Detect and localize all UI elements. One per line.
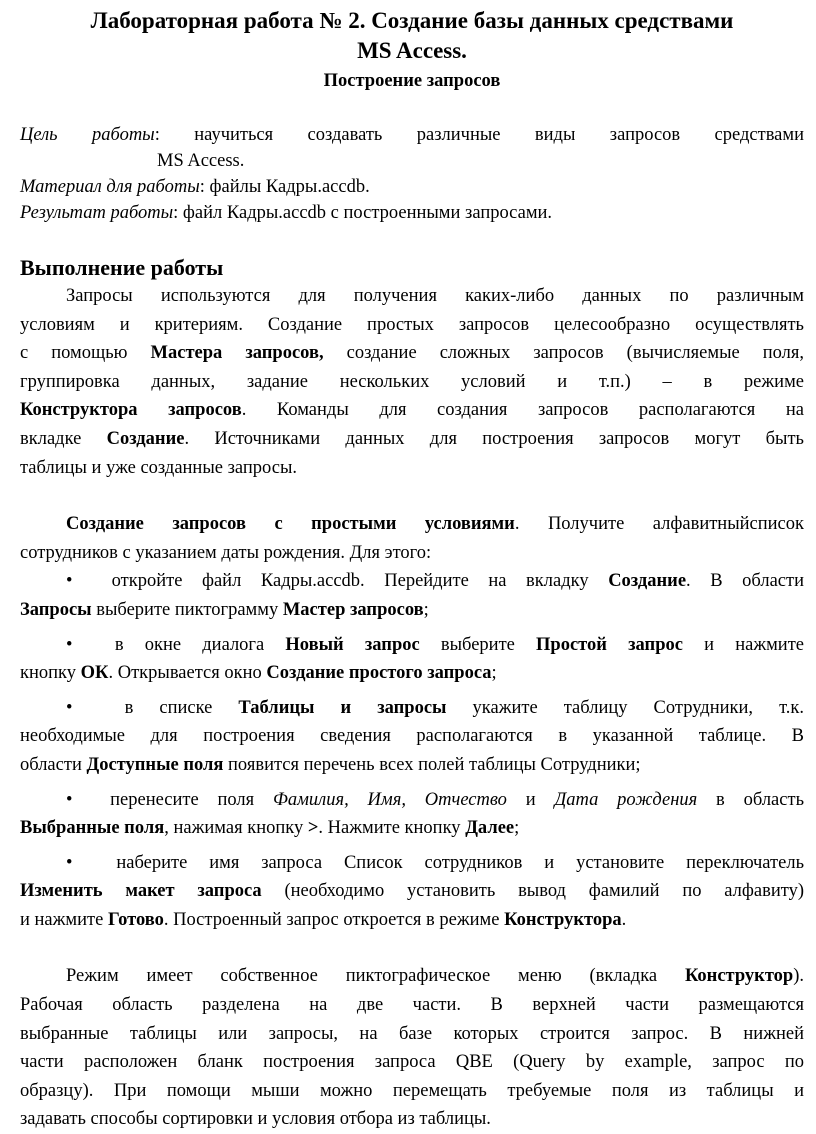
- bullet-3-line-1: [20, 694, 804, 723]
- goal-text-1: : научиться создавать различные виды запросов средствами: [154, 125, 804, 145]
- goal-first-line: [20, 122, 804, 148]
- b4-e: в область: [697, 789, 805, 810]
- result-line: [20, 200, 804, 226]
- b3-a: в списке: [124, 697, 239, 718]
- spacer: [20, 934, 804, 962]
- spacer: [20, 482, 804, 510]
- b5-a: наберите имя запроса Список сотрудников и установите переключатель: [116, 852, 805, 873]
- b2-c: выберите: [419, 634, 537, 655]
- intro-create-term: Создание: [106, 428, 185, 449]
- bullet-dot-icon: •: [66, 852, 73, 873]
- b2-b: Новый запрос: [285, 634, 420, 655]
- b4-j: Далее: [465, 818, 515, 839]
- b3-f: Доступные поля: [86, 754, 224, 775]
- mode-line-3: выбранные таблицы или запросы, на базе которых строится запрос. В нижней: [20, 1023, 804, 1044]
- bullet-5-line-3: [20, 906, 804, 935]
- simple-queries-paragraph: [20, 510, 804, 567]
- b2-d: Простой запрос: [536, 634, 683, 655]
- b4-c: и: [506, 789, 555, 810]
- bullet-item-4: [20, 786, 804, 843]
- mode-paragraph: [20, 962, 804, 1134]
- material-line: [20, 174, 804, 200]
- bullet-dot-icon: •: [66, 789, 73, 810]
- intro-line-4: группировка данных, задание нескольких условий и т.п.) – в режиме: [20, 371, 804, 392]
- material-text: : файлы Кадры.accdb.: [199, 177, 370, 197]
- b2-i: Создание простого запроса: [266, 663, 492, 684]
- b4-a: перенесите поля: [110, 789, 273, 810]
- bullet-2-line-2: [20, 659, 804, 688]
- bullet-2-line-1: [20, 631, 804, 660]
- b2-a: в окне диалога: [114, 634, 286, 655]
- intro-l6a: вкладке: [20, 428, 107, 449]
- b1-c: . В области: [686, 571, 804, 592]
- b2-j: ;: [491, 663, 497, 684]
- section-heading: Выполнение работы: [20, 255, 224, 280]
- b2-g: ОК: [80, 663, 109, 684]
- bullet-1-line-2: [20, 596, 804, 625]
- b4-g: , нажимая кнопку: [164, 818, 308, 839]
- b5-g: Конструктора: [504, 909, 622, 930]
- b3-c: укажите таблицу Сотрудники, т.к.: [446, 697, 805, 718]
- b1-f: Мастер запросов: [282, 599, 424, 620]
- intro-wizard-term: Мастера запросов,: [150, 343, 324, 364]
- bullet-dot-icon: •: [66, 571, 73, 592]
- mode-line-4: части расположен бланк построения запроса QBE (Query by example, запрос по: [20, 1052, 804, 1073]
- simple-line-1: [20, 510, 804, 539]
- bullet-5-line-1: [20, 849, 804, 878]
- result-text: : файл Кадры.accdb с построенными запросами.: [173, 203, 553, 223]
- bullet-item-2: [20, 631, 804, 688]
- b5-e: Готово: [107, 909, 164, 930]
- b4-d: Дата рождения: [554, 789, 698, 810]
- b5-b: Изменить макет запроса: [20, 881, 262, 902]
- mode-line-6: задавать способы сортировки и условия отбора из таблицы.: [20, 1109, 491, 1130]
- b3-e: области: [20, 754, 87, 775]
- title-line-1: Лабораторная работа № 2. Создание базы данных средствами: [90, 8, 734, 33]
- b1-b: Создание: [608, 571, 687, 592]
- b4-h: >: [307, 818, 319, 839]
- b1-a: откройте файл Кадры.accdb. Перейдите на вкладку: [111, 571, 609, 592]
- b2-h: . Открывается окно: [108, 663, 267, 684]
- intro-l5b: . Команды для создания запросов располагаются на: [241, 400, 804, 421]
- meta-block: [20, 122, 804, 226]
- intro-line-7: таблицы и уже созданные запросы.: [20, 457, 297, 478]
- intro-l3c: создание сложных запросов (вычисляемые поля,: [323, 343, 805, 364]
- goal-text-2: MS Access.: [157, 151, 245, 171]
- b5-f: . Построенный запрос откроется в режиме: [163, 909, 505, 930]
- b2-f: кнопку: [20, 663, 81, 684]
- mode-line-2: Рабочая область разделена на две части. В верхней части размещаются: [20, 995, 804, 1016]
- simple-heading-term: Создание запросов с простыми условиями: [66, 514, 515, 535]
- b4-f: Выбранные поля: [20, 818, 165, 839]
- bullet-5-line-2: [20, 877, 804, 906]
- bullet-3-line-3: [20, 751, 804, 780]
- b3-g: появится перечень всех полей таблицы Сотрудники;: [223, 754, 641, 775]
- bullet-3-line-2: необходимые для построения сведения располагаются в указанной таблице. В: [20, 726, 804, 747]
- intro-line-2: условиям и критериям. Создание простых запросов целесообразно осуществлять: [20, 314, 804, 335]
- goal-line: [20, 122, 804, 174]
- bullet-item-3: [20, 694, 804, 780]
- intro-paragraph: [20, 282, 804, 482]
- document-subtitle: Построение запросов: [323, 71, 501, 91]
- b5-d: и нажмите: [20, 909, 108, 930]
- simple-l1b: . Получите алфавитныйсписок: [514, 514, 804, 535]
- bullet-1-line-1: [20, 567, 804, 596]
- b5-h: .: [621, 909, 627, 930]
- mode-constructor-term: Конструктор: [684, 966, 794, 987]
- b3-b: Таблицы и запросы: [238, 697, 447, 718]
- mode-l1a: Режим имеет собственное пиктографическое меню (вкладка: [66, 966, 685, 987]
- goal-label: Цель работы: [20, 125, 155, 145]
- result-label: Результат работы: [20, 203, 174, 223]
- intro-l3a: с помощью: [20, 343, 151, 364]
- bullet-4-line-1: [20, 786, 804, 815]
- intro-line-1: Запросы используются для получения каких-либо данных по различным: [66, 286, 804, 306]
- b1-d: Запросы: [20, 599, 92, 620]
- mode-l1c: ).: [793, 966, 804, 987]
- b2-e: и нажмите: [682, 634, 805, 655]
- b4-i: . Нажмите кнопку: [318, 818, 466, 839]
- intro-l6c: . Источниками данных для построения запросов могут быть: [184, 428, 804, 449]
- bullet-4-line-2: [20, 814, 804, 843]
- b1-e: выберите пиктограмму: [91, 599, 283, 620]
- bullet-dot-icon: •: [66, 634, 73, 655]
- mode-line-1: [20, 962, 804, 991]
- mode-line-5: образцу). При помощи мыши можно перемещать требуемые поля из таблицы и: [20, 1080, 804, 1101]
- bullet-item-5: [20, 849, 804, 935]
- b5-c: (необходимо установить вывод фамилий по алфавиту): [261, 881, 804, 902]
- document-title: [20, 6, 804, 66]
- material-label: Материал для работы: [20, 177, 200, 197]
- intro-constructor-term: Конструктора запросов: [20, 400, 242, 421]
- bullet-dot-icon: •: [66, 697, 73, 718]
- title-line-2: MS Access.: [357, 38, 467, 63]
- bullet-item-1: [20, 567, 804, 624]
- b4-k: ;: [514, 818, 520, 839]
- b1-g: ;: [423, 599, 429, 620]
- simple-line-2: сотрудников с указанием даты рождения. Для этого:: [20, 542, 432, 563]
- b4-b: Фамилия, Имя, Отчество: [273, 789, 507, 810]
- intro-line-6: [20, 425, 804, 454]
- intro-line-3: [20, 339, 804, 368]
- intro-line-5: [20, 396, 804, 425]
